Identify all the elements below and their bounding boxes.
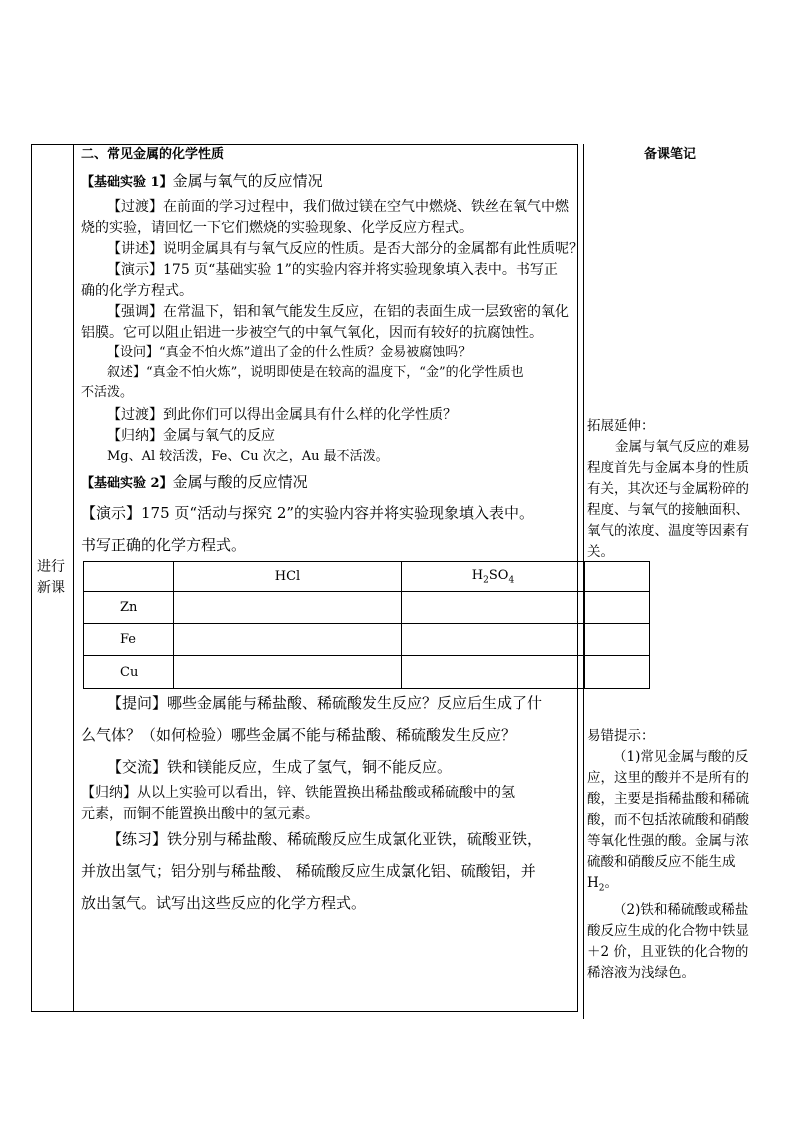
note-mistakes bbox=[587, 726, 767, 984]
note-extension-line: 有关，其次还与金属粉碎的 bbox=[587, 481, 749, 497]
note-extension-line: 金属与氧气反应的难易 bbox=[615, 439, 750, 455]
para-ask-a: 【提问】哪些金属能与稀盐酸、稀硫酸发生反应？反应后生成了什 bbox=[107, 694, 543, 712]
para-activity: Mg、Al 较活泼，Fe、Cu 次之，Au 最不活泼。 bbox=[107, 449, 389, 464]
note-mistakes-line: 酸，主要是指稀盐酸和稀硫 bbox=[587, 791, 749, 807]
note-mistakes-line: 酸反应生成的化合物中铁显 bbox=[587, 922, 749, 939]
header-hcl: HCl bbox=[174, 562, 402, 592]
cell bbox=[174, 592, 402, 624]
note-mistakes-title: 易错提示： bbox=[587, 728, 655, 744]
para-demo-b: 确的化学方程式。 bbox=[81, 283, 193, 299]
para-conclude-a: 【归纳】从以上实验可以看出，锌、铁能置换出稀盐酸或稀硫酸中的氢 bbox=[81, 785, 515, 801]
frame-left bbox=[31, 144, 32, 1012]
note-extension-title: 拓展延伸： bbox=[587, 418, 655, 434]
cell bbox=[402, 624, 585, 656]
table-row bbox=[84, 592, 650, 624]
cell bbox=[402, 656, 585, 689]
row-label-cu: Cu bbox=[84, 656, 174, 689]
para-conclude-b: 元素，而铜不能置换出酸中的氢元素。 bbox=[81, 806, 319, 822]
note-mistakes-line: （2)铁和稀硫酸或稀盐 bbox=[613, 901, 749, 918]
cell bbox=[585, 592, 650, 624]
table-header-row bbox=[84, 562, 650, 592]
para-demo-a: 【演示】175 页“基础实验 1”的实验内容并将实验现象填入表中。书写正 bbox=[107, 262, 558, 278]
row-label-fe: Fe bbox=[84, 624, 174, 656]
para-question: 【设问】“真金不怕火炼”道出了金的什么性质？金易被腐蚀吗？ bbox=[107, 345, 472, 360]
para-exercise-a: 【练习】铁分别与稀盐酸、稀硫酸反应生成氯化亚铁，硫酸亚铁， bbox=[107, 830, 543, 848]
para-ask-b: 么气体？（如何检验）哪些金属不能与稀盐酸、稀硫酸发生反应？ bbox=[81, 726, 517, 744]
note-mistakes-line: 酸，而不包括浓硫酸和硝酸 bbox=[587, 812, 749, 828]
side-label-line1: 进行 bbox=[37, 559, 65, 575]
note-extension-line: 程度、与氧气的接触面积、 bbox=[587, 502, 749, 518]
note-extension-line: 关。 bbox=[587, 544, 614, 560]
para-explain-a: 叙述】“真金不怕火炼”，说明即使是在较高的温度下，“金”的化学性质也 bbox=[107, 365, 524, 380]
note-mistakes-line: （1)常见金属与酸的反 bbox=[613, 749, 749, 765]
para-exercise-c: 放出氢气。试写出这些反应的化学方程式。 bbox=[81, 894, 367, 912]
experiment-table bbox=[83, 561, 650, 689]
note-extension-line: 氧气的浓度、温度等因素有 bbox=[587, 523, 749, 539]
para-narrate: 【讲述】说明金属具有与氧气反应的性质。是否大部分的金属都有此性质呢？ bbox=[107, 241, 583, 257]
exp2-tag: 【基础实验 2】 bbox=[81, 476, 173, 491]
row-label-zn: Zn bbox=[84, 592, 174, 624]
table-row bbox=[84, 624, 650, 656]
exp1-heading bbox=[81, 172, 323, 192]
para-emphasis-b: 铝膜。它可以阻止铝进一步被空气的中氧气氧化，因而有较好的抗腐蚀性。 bbox=[81, 325, 543, 341]
frame-divider bbox=[73, 144, 74, 1012]
exp1-title: 金属与氧气的反应情况 bbox=[172, 172, 323, 190]
cell bbox=[585, 624, 650, 656]
cell bbox=[174, 656, 402, 689]
note-mistakes-line: ＋2 价，且亚铁的化合物的 bbox=[587, 943, 749, 960]
section-title: 二、常见金属的化学性质 bbox=[81, 147, 225, 162]
note-mistakes-line: 等氧化性强的酸。金属与浓 bbox=[587, 833, 749, 849]
note-extension-line: 程度首先与金属本身的性质 bbox=[587, 460, 749, 476]
exp2-heading bbox=[81, 473, 308, 493]
para-emphasis-a: 【强调】在常温下，铝和氧气能发生反应，在铝的表面生成一层致密的氧化 bbox=[107, 304, 569, 320]
table-row bbox=[84, 656, 650, 689]
para-transition-2: 【过渡】到此你们可以得出金属具有什么样的化学性质？ bbox=[107, 407, 457, 423]
cell bbox=[174, 624, 402, 656]
exp2-title: 金属与酸的反应情况 bbox=[172, 473, 308, 491]
cell bbox=[585, 656, 650, 689]
note-mistakes-line: 稀溶液为浅绿色。 bbox=[587, 964, 695, 981]
para-discuss: 【交流】铁和镁能反应，生成了氢气，铜不能反应。 bbox=[107, 758, 453, 776]
para-transition-1a: 【过渡】在前面的学习过程中，我们做过镁在空气中燃烧、铁丝在氧气中燃 bbox=[107, 199, 569, 215]
frame-bottom bbox=[31, 1011, 577, 1012]
header-h2so4: $H_2SO_4$ bbox=[402, 562, 585, 592]
cell bbox=[402, 592, 585, 624]
frame-top bbox=[31, 144, 577, 145]
para-transition-1b: 烧的实验，请回忆一下它们燃烧的实验现象、化学反应方程式。 bbox=[81, 220, 473, 236]
exp2-demo-b: 书写正确的化学方程式。 bbox=[81, 536, 247, 554]
exp2-demo-a: 【演示】175 页“活动与探究 2”的实验内容并将实验现象填入表中。 bbox=[81, 504, 535, 522]
note-mistakes-line: 硫酸和硝酸反应不能生成 bbox=[587, 854, 736, 870]
note-extension bbox=[587, 416, 767, 563]
table-extra-header bbox=[585, 562, 650, 592]
exp1-tag: 【基础实验 1】 bbox=[81, 175, 173, 190]
para-exercise-b: 并放出氢气；铝分别与稀盐酸、 稀硫酸反应生成氯化铝、硫酸铝，并 bbox=[81, 862, 536, 880]
side-label-line2: 新课 bbox=[37, 580, 65, 596]
notes-title: 备课笔记 bbox=[644, 147, 697, 162]
note-mistakes-h2: $H_2$。 bbox=[587, 875, 619, 894]
note-mistakes-line: 应，这里的酸并不是所有的 bbox=[587, 770, 749, 786]
table-corner bbox=[84, 562, 174, 592]
para-summary: 【归纳】金属与氧气的反应 bbox=[107, 428, 275, 444]
para-explain-b: 不活泼。 bbox=[81, 385, 134, 400]
